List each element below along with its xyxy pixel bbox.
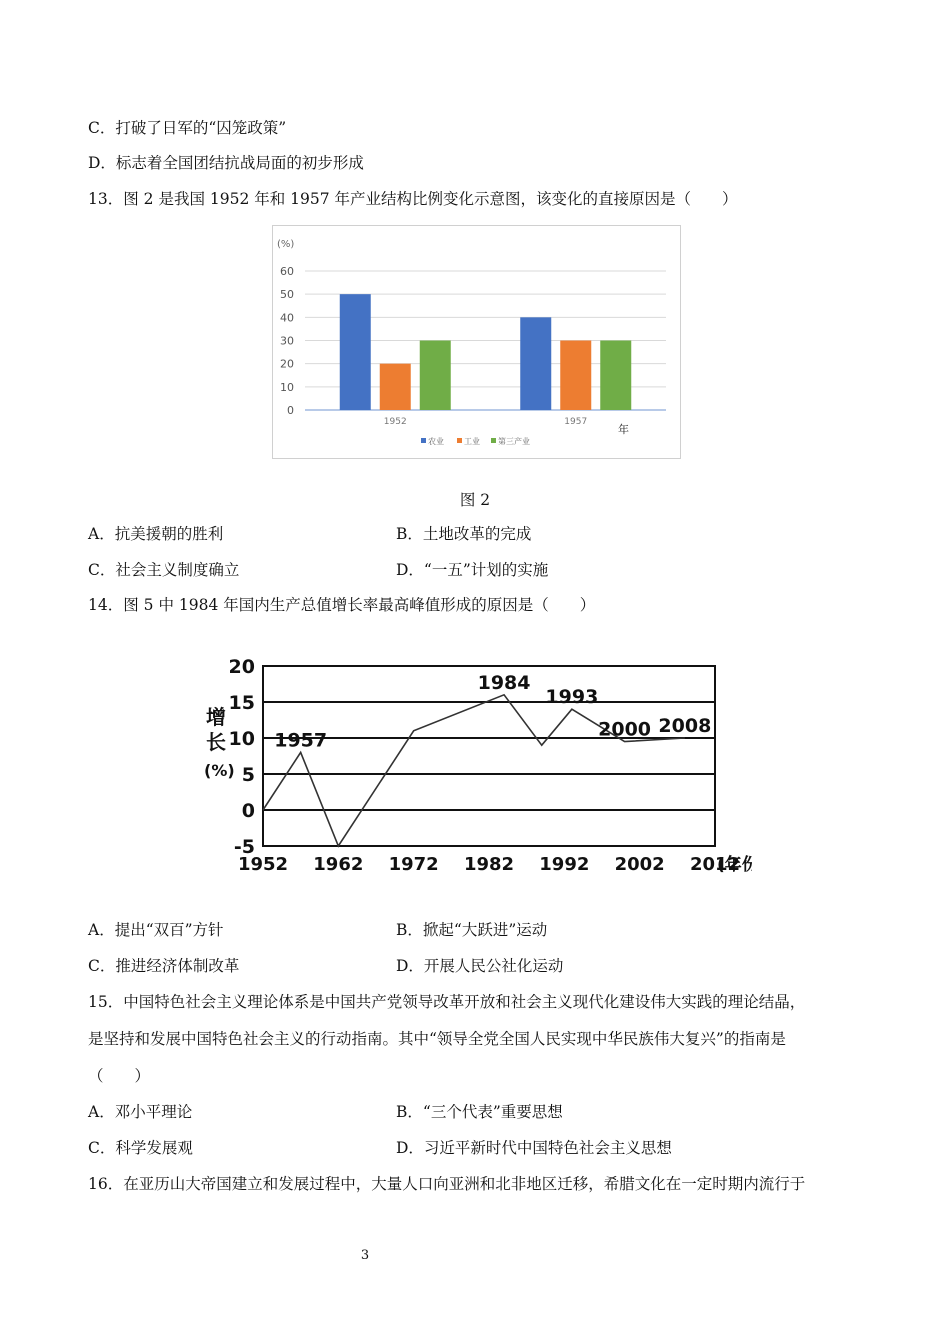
x-tick-label: 1992 bbox=[539, 854, 590, 875]
x-tick-label: 1952 bbox=[237, 854, 289, 875]
q16-stem-line1: 16．在亚历山大帝国建立和发展过程中，大量人口向亚洲和北非地区迁移，希腊文化在一定时期内流行于 bbox=[88, 1175, 806, 1193]
y-tick-label: 50 bbox=[280, 288, 294, 302]
q15-option-a: A．邓小平理论 bbox=[88, 1103, 193, 1121]
legend-swatch-工业 bbox=[457, 438, 462, 443]
x-tick-label: 1982 bbox=[463, 854, 515, 875]
y-axis-unit-label: (%) bbox=[277, 239, 295, 250]
y-tick-label: 0 bbox=[287, 404, 294, 417]
y-tick-label: 20 bbox=[228, 656, 255, 678]
q13-figure-caption: 图 2 bbox=[459, 491, 491, 509]
y-tick-label: -5 bbox=[233, 836, 255, 858]
bar-工业-1952 bbox=[380, 364, 411, 410]
y-tick-label: 5 bbox=[241, 764, 255, 786]
q15-stem-line1: 15．中国特色社会主义理论体系是中国共产党领导改革开放和社会主义现代化建设伟大实践的理论结晶， bbox=[88, 993, 806, 1011]
line-chart-svg bbox=[200, 636, 752, 886]
legend-label: 第三产业 bbox=[498, 437, 530, 446]
q12-option-d: D．标志着全国团结抗战局面的初步形成 bbox=[88, 154, 364, 172]
bar-第三产业-1957 bbox=[600, 341, 631, 411]
q15-stem-line2: 是坚持和发展中国特色社会主义的行动指南。其中“领导全党全国人民实现中华民族伟大复兴”的指南是 bbox=[88, 1030, 786, 1048]
x-tick-label: 2002 bbox=[614, 854, 665, 875]
data-label-1984: 1984 bbox=[477, 671, 531, 694]
q15-option-d: D．习近平新时代中国特色社会主义思想 bbox=[396, 1139, 672, 1157]
growth-rate-line bbox=[263, 695, 685, 846]
q13-option-c: C．社会主义制度确立 bbox=[88, 561, 240, 579]
y-axis-label: 长 bbox=[206, 730, 226, 754]
legend-label: 农业 bbox=[428, 437, 444, 446]
x-axis-label: 年 bbox=[618, 423, 629, 436]
legend-swatch-第三产业 bbox=[491, 438, 496, 443]
bar-农业-1957 bbox=[520, 317, 551, 410]
bar-第三产业-1952 bbox=[420, 341, 451, 411]
bar-工业-1957 bbox=[560, 341, 591, 411]
q15-stem-line3: （ ） bbox=[88, 1067, 151, 1085]
legend-swatch-农业 bbox=[421, 438, 426, 443]
q14-option-a: A．提出“双百”方针 bbox=[88, 921, 224, 939]
bar-农业-1952 bbox=[340, 294, 371, 410]
q13-option-d: D．“一五”计划的实施 bbox=[396, 561, 549, 579]
x-tick-label: 1962 bbox=[313, 854, 364, 875]
y-tick-label: 15 bbox=[228, 692, 255, 714]
legend-label: 工业 bbox=[464, 437, 480, 446]
y-tick-label: 10 bbox=[280, 380, 294, 394]
x-tick-label: 1972 bbox=[388, 854, 439, 875]
y-axis-label: (%) bbox=[204, 761, 235, 780]
data-label-1957: 1957 bbox=[274, 729, 328, 752]
q13-option-a: A．抗美援朝的胜利 bbox=[88, 525, 224, 543]
q14-line-chart bbox=[200, 636, 752, 886]
x-tick-label: 2012 bbox=[689, 854, 741, 875]
q14-stem: 14．图 5 中 1984 年国内生产总值增长率最高峰值形成的原因是（ ） bbox=[88, 596, 596, 614]
q12-option-c: C．打破了日军的“囚笼政策” bbox=[88, 119, 287, 137]
y-tick-label: 0 bbox=[241, 800, 255, 822]
y-tick-label: 10 bbox=[228, 728, 255, 750]
y-tick-label: 40 bbox=[280, 311, 294, 325]
page-number: 3 bbox=[360, 1248, 370, 1263]
x-tick-label: 1952 bbox=[383, 417, 407, 427]
bar-chart-svg bbox=[273, 226, 680, 458]
q14-option-c: C．推进经济体制改革 bbox=[88, 957, 240, 975]
data-label-2008: 2008 bbox=[658, 715, 712, 737]
q15-option-c: C．科学发展观 bbox=[88, 1139, 193, 1157]
q14-option-d: D．开展人民公社化运动 bbox=[396, 957, 564, 975]
data-label-2000: 2000 bbox=[598, 718, 652, 741]
y-tick-label: 60 bbox=[280, 265, 294, 278]
y-tick-label: 30 bbox=[280, 334, 294, 348]
x-axis-label: (年份 bbox=[717, 855, 752, 875]
x-tick-label: 1957 bbox=[564, 417, 588, 427]
data-label-1993: 1993 bbox=[545, 686, 599, 709]
y-tick-label: 20 bbox=[280, 357, 294, 371]
q13-option-b: B．土地改革的完成 bbox=[396, 525, 532, 543]
q15-option-b: B．“三个代表”重要思想 bbox=[396, 1103, 563, 1121]
y-axis-label: 增 bbox=[206, 705, 226, 729]
q13-stem: 13．图 2 是我国 1952 年和 1957 年产业结构比例变化示意图，该变化的直接原因是（ ） bbox=[88, 190, 738, 208]
q14-option-b: B．掀起“大跃进”运动 bbox=[396, 921, 548, 939]
q13-bar-chart bbox=[272, 225, 681, 459]
